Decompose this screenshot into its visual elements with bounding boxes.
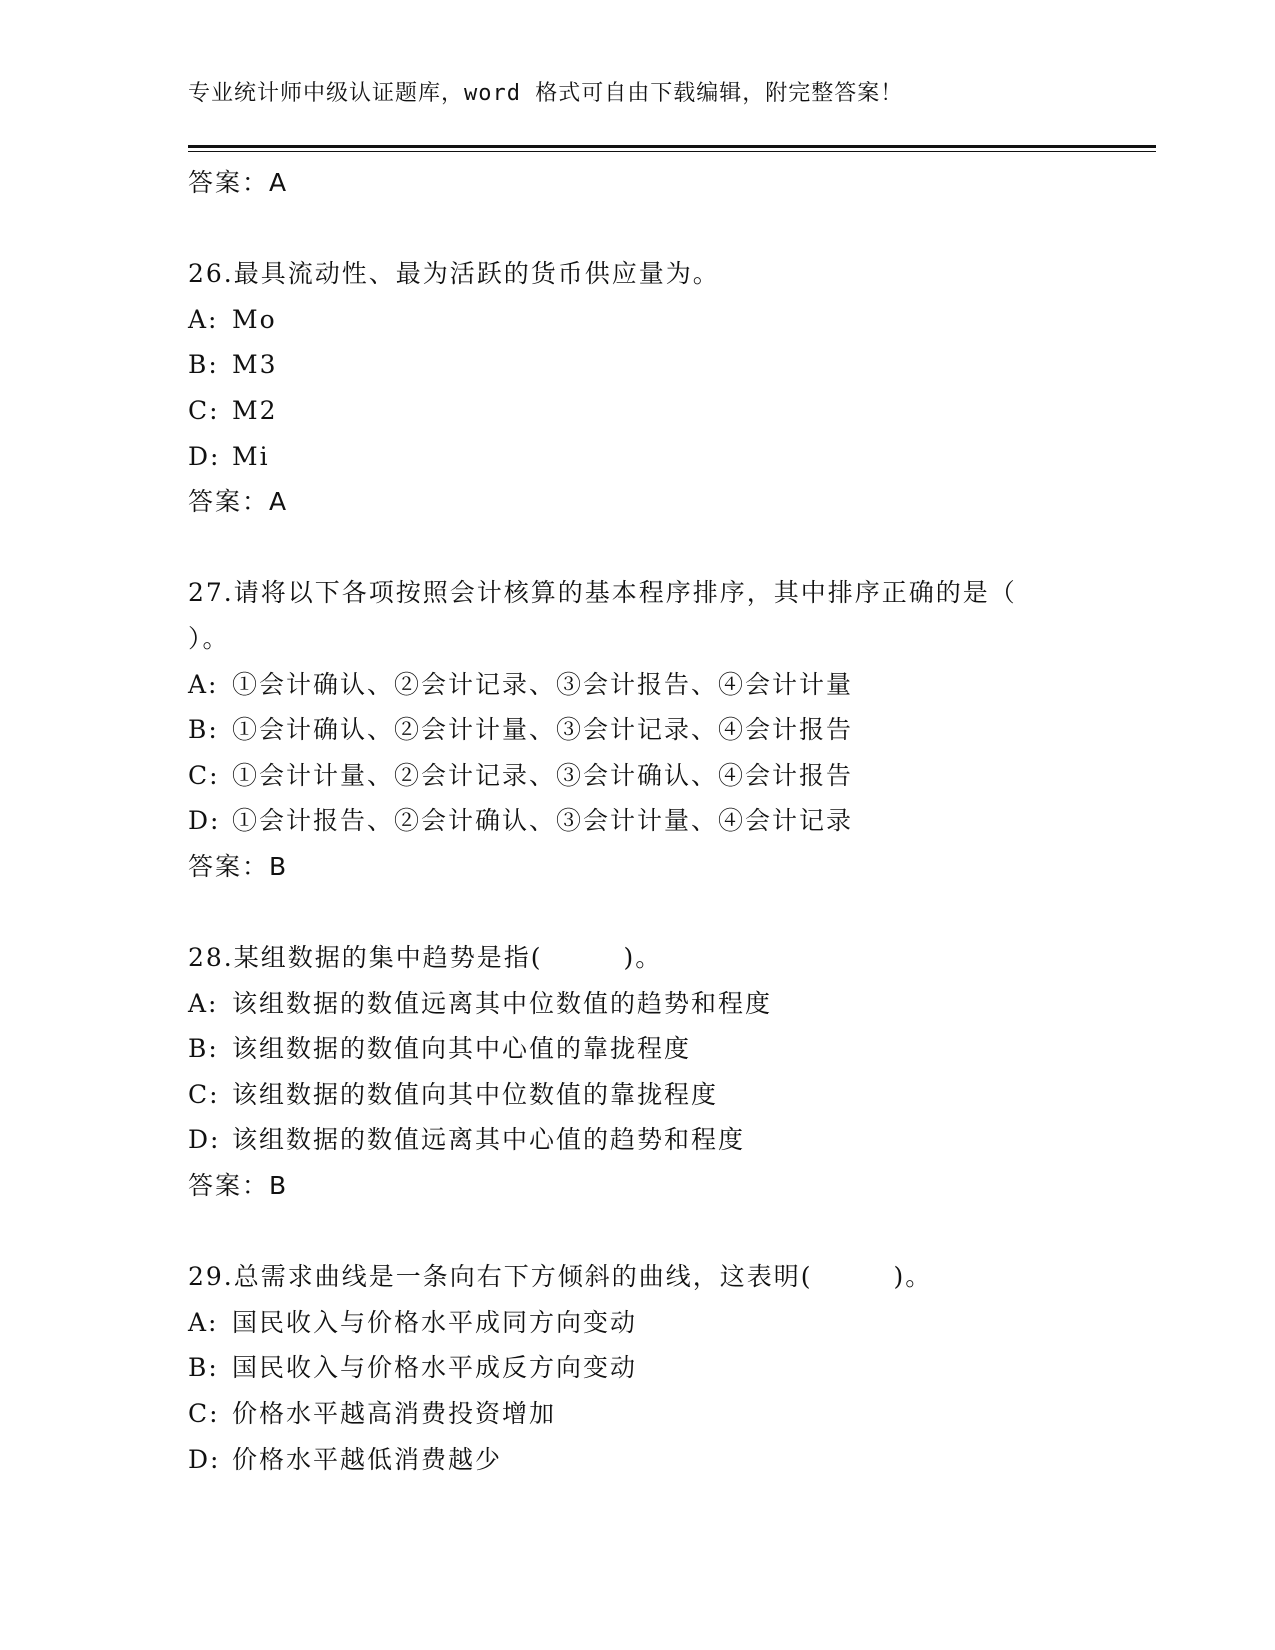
question-stem: 28.某组数据的集中趋势是指( )。 bbox=[188, 943, 663, 973]
question-stem: 29.总需求曲线是一条向右下方倾斜的曲线，这表明( )。 bbox=[188, 1262, 933, 1292]
option-text: Mi bbox=[232, 441, 270, 471]
option-letter: B: bbox=[188, 715, 219, 745]
option-c bbox=[188, 1072, 1088, 1118]
option-a bbox=[188, 662, 1088, 708]
option-letter: C: bbox=[188, 395, 220, 425]
option-letter: D: bbox=[188, 1444, 221, 1474]
question-stem: 27.请将以下各项按照会计核算的基本程序排序，其中排序正确的是（ bbox=[188, 578, 1017, 608]
option-text: M3 bbox=[232, 350, 278, 380]
question-list bbox=[188, 160, 1088, 1482]
page-header: 专业统计师中级认证题库，word 格式可自由下载编辑，附完整答案！ bbox=[188, 81, 904, 106]
option-text: Mo bbox=[232, 304, 277, 334]
option-text: ①会计报告、②会计确认、③会计计量、④会计记录 bbox=[232, 806, 854, 836]
option-letter: C: bbox=[188, 1399, 220, 1429]
question-stem: 26.最具流动性、最为活跃的货币供应量为。 bbox=[188, 259, 720, 289]
option-text: ①会计计量、②会计记录、③会计确认、④会计报告 bbox=[232, 760, 854, 790]
answer-line: 答案：A bbox=[188, 487, 289, 517]
option-letter: A: bbox=[188, 304, 219, 334]
option-text: 该组数据的数值向其中位数值的靠拢程度 bbox=[232, 1079, 719, 1109]
option-letter: B: bbox=[188, 1034, 219, 1064]
option-a bbox=[188, 981, 1088, 1027]
option-d bbox=[188, 798, 1088, 844]
option-text: 该组数据的数值远离其中位数值的趋势和程度 bbox=[232, 988, 773, 1018]
option-d bbox=[188, 1437, 1088, 1483]
header-rule-thick bbox=[188, 145, 1156, 148]
option-letter: D: bbox=[188, 441, 221, 471]
option-b bbox=[188, 342, 1088, 388]
option-c bbox=[188, 753, 1088, 799]
option-c bbox=[188, 1391, 1088, 1437]
option-text: 价格水平越低消费越少 bbox=[232, 1444, 503, 1474]
option-text: M2 bbox=[232, 395, 278, 425]
option-letter: A: bbox=[188, 1307, 219, 1337]
option-b bbox=[188, 1026, 1088, 1072]
option-letter: B: bbox=[188, 1353, 219, 1383]
option-letter: A: bbox=[188, 988, 219, 1018]
option-b bbox=[188, 1345, 1088, 1391]
option-letter: D: bbox=[188, 806, 221, 836]
option-text: 国民收入与价格水平成同方向变动 bbox=[232, 1307, 638, 1337]
option-a bbox=[188, 1300, 1088, 1346]
option-letter: B: bbox=[188, 350, 219, 380]
option-b bbox=[188, 707, 1088, 753]
spacer bbox=[188, 525, 1088, 571]
option-c bbox=[188, 388, 1088, 434]
option-letter: C: bbox=[188, 760, 220, 790]
option-letter: A: bbox=[188, 669, 219, 699]
answer-line: 答案：B bbox=[188, 851, 289, 881]
spacer bbox=[188, 890, 1088, 936]
option-d bbox=[188, 1117, 1088, 1163]
header-rule-thin bbox=[188, 151, 1156, 152]
answer-line: 答案：A bbox=[188, 168, 289, 197]
answer-line: 答案：B bbox=[188, 1171, 289, 1201]
option-text: 该组数据的数值远离其中心值的趋势和程度 bbox=[232, 1125, 746, 1155]
option-text: 该组数据的数值向其中心值的靠拢程度 bbox=[232, 1034, 692, 1064]
option-a bbox=[188, 297, 1088, 343]
option-text: 价格水平越高消费投资增加 bbox=[232, 1399, 557, 1429]
option-d bbox=[188, 434, 1088, 480]
question-stem-continued: ）。 bbox=[188, 623, 230, 653]
spacer bbox=[188, 206, 1088, 252]
option-text: ①会计确认、②会计计量、③会计记录、④会计报告 bbox=[232, 715, 854, 745]
option-letter: C: bbox=[188, 1079, 220, 1109]
option-text: 国民收入与价格水平成反方向变动 bbox=[232, 1353, 638, 1383]
option-letter: D: bbox=[188, 1125, 221, 1155]
spacer bbox=[188, 1209, 1088, 1255]
option-text: ①会计确认、②会计记录、③会计报告、④会计计量 bbox=[232, 669, 854, 699]
